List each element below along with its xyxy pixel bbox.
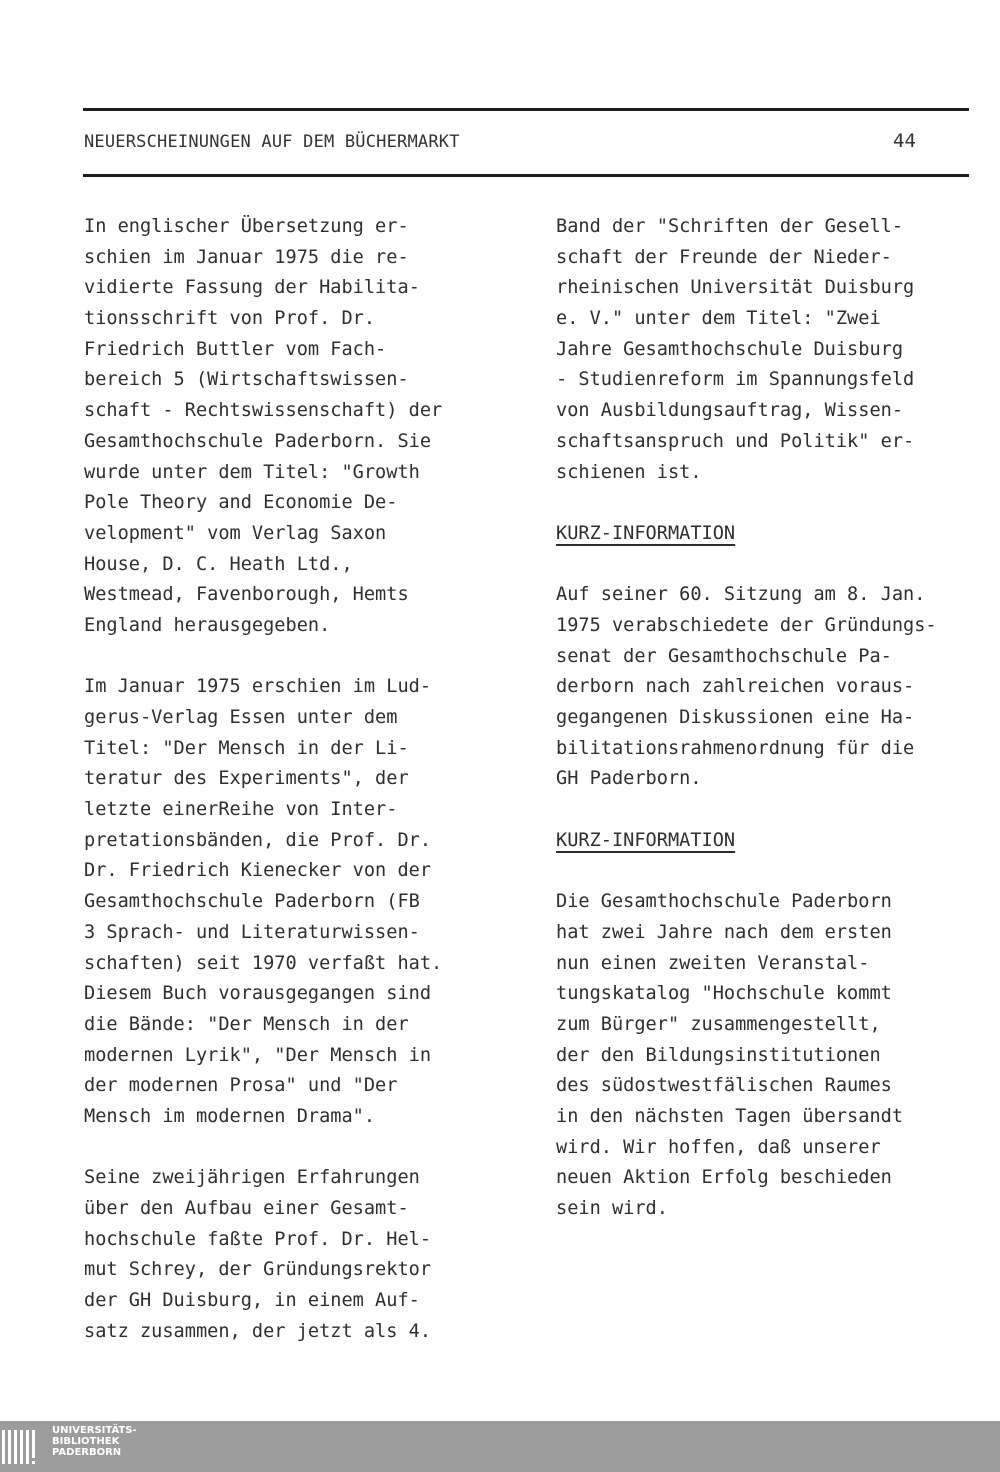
text-line: von Ausbildungsauftrag, Wissen- bbox=[556, 400, 904, 422]
text-line: 1975 verabschiedete der Gründungs- bbox=[556, 614, 937, 636]
logo-line: UNIVERSITÄTS- bbox=[52, 1425, 137, 1436]
page-number: 44 bbox=[893, 130, 916, 152]
text-line: satz zusammen, der jetzt als 4. bbox=[84, 1320, 432, 1342]
text-line: England herausgegeben. bbox=[84, 614, 331, 636]
section-title-kurz-information-1: KURZ-INFORMATION bbox=[556, 522, 736, 544]
text-line: Jahre Gesamthochschule Duisburg bbox=[556, 338, 904, 360]
text-line: nun einen zweiten Veranstal- bbox=[556, 952, 870, 974]
text-line: schaftsanspruch und Politik" er- bbox=[556, 430, 915, 452]
text-line: Friedrich Buttler vom Fach- bbox=[84, 338, 387, 360]
paragraph-veranstaltungskatalog bbox=[556, 887, 986, 1225]
text-line: derborn nach zahlreichen voraus- bbox=[556, 676, 915, 698]
text-line: hochschule faßte Prof. Dr. Hel- bbox=[84, 1228, 432, 1250]
text-line: House, D. C. Heath Ltd., bbox=[84, 553, 353, 575]
logo-line: BIBLIOTHEK bbox=[52, 1436, 120, 1447]
text-line: gerus-Verlag Essen unter dem bbox=[84, 707, 398, 728]
text-line: wird. Wir hoffen, daß unserer bbox=[556, 1136, 881, 1158]
text-line: Die Gesamthochschule Paderborn bbox=[556, 891, 892, 913]
text-line: mut Schrey, der Gründungsrektor bbox=[84, 1259, 432, 1281]
text-line: schienen ist. bbox=[556, 461, 702, 483]
text-line: e. V." unter dem Titel: "Zwei bbox=[556, 308, 881, 330]
section-title-kurz-information-2: KURZ-INFORMATION bbox=[556, 829, 736, 851]
text-line: gegangenen Diskussionen eine Ha- bbox=[556, 707, 915, 728]
text-line: velopment" vom Verlag Saxon bbox=[84, 522, 387, 544]
text-line: Dr. Friedrich Kienecker von der bbox=[84, 860, 432, 882]
library-footer-bar bbox=[0, 1421, 1000, 1472]
text-line: schaften) seit 1970 verfaßt hat. bbox=[84, 952, 443, 974]
text-line: Westmead, Favenborough, Hemts bbox=[84, 584, 409, 606]
header-top-rule bbox=[83, 108, 969, 111]
paragraph-schrey bbox=[84, 1163, 504, 1347]
text-line: Seine zweijährigen Erfahrungen bbox=[84, 1167, 420, 1189]
text-line: Mensch im modernen Drama". bbox=[84, 1105, 376, 1127]
text-line: tungskatalog "Hochschule kommt bbox=[556, 983, 892, 1005]
text-line: Band der "Schriften der Gesell- bbox=[556, 216, 904, 237]
text-line: schaft - Rechtswissenschaft) der bbox=[84, 400, 443, 422]
text-line: hat zwei Jahre nach dem ersten bbox=[556, 921, 892, 943]
paragraph-kienecker bbox=[84, 672, 504, 1132]
text-line: wurde unter dem Titel: "Growth bbox=[84, 461, 420, 483]
text-line: Diesem Buch vorausgegangen sind bbox=[84, 983, 432, 1005]
text-line: In englischer Übersetzung er- bbox=[84, 216, 409, 237]
text-line: vidierte Fassung der Habilita- bbox=[84, 277, 420, 299]
text-line: GH Paderborn. bbox=[556, 768, 702, 790]
logo-line: PADERBORN bbox=[52, 1447, 122, 1458]
text-line: sein wird. bbox=[556, 1198, 668, 1219]
text-line: Auf seiner 60. Sitzung am 8. Jan. bbox=[556, 584, 926, 606]
text-line: der GH Duisburg, in einem Auf- bbox=[84, 1290, 420, 1312]
text-line: zum Bürger" zusammengestellt, bbox=[556, 1013, 881, 1035]
header-bottom-rule bbox=[83, 174, 969, 177]
paragraph-buttler bbox=[84, 212, 504, 642]
text-line: der modernen Prosa" und "Der bbox=[84, 1075, 398, 1097]
text-line: der den Bildungsinstitutionen bbox=[556, 1044, 881, 1066]
text-line: schien im Januar 1975 die re- bbox=[84, 246, 409, 268]
left-column bbox=[84, 212, 504, 1347]
library-logo-bars-icon bbox=[2, 1430, 40, 1464]
right-column bbox=[556, 212, 986, 1225]
text-line: Gesamthochschule Paderborn (FB bbox=[84, 891, 420, 913]
text-line: schaft der Freunde der Nieder- bbox=[556, 246, 892, 268]
text-line: modernen Lyrik", "Der Mensch in bbox=[84, 1044, 432, 1066]
paragraph-habilitation bbox=[556, 580, 986, 795]
text-line: senat der Gesamthochschule Pa- bbox=[556, 645, 892, 667]
text-line: bereich 5 (Wirtschaftswissen- bbox=[84, 369, 409, 391]
text-line: in den nächsten Tagen übersandt bbox=[556, 1105, 904, 1127]
text-line: pretationsbänden, die Prof. Dr. bbox=[84, 829, 432, 851]
paragraph-duisburg-continued bbox=[556, 212, 986, 488]
library-logo-text bbox=[52, 1425, 137, 1458]
text-line: Im Januar 1975 erschien im Lud- bbox=[84, 676, 432, 698]
page-header-title: NEUERSCHEINUNGEN AUF DEM BÜCHERMARKT bbox=[84, 132, 460, 152]
text-line: rheinischen Universität Duisburg bbox=[556, 277, 915, 299]
text-line: teratur des Experiments", der bbox=[84, 768, 409, 790]
text-line: letzte einerReihe von Inter- bbox=[84, 799, 398, 821]
text-line: tionsschrift von Prof. Dr. bbox=[84, 308, 376, 330]
text-line: 3 Sprach- und Literaturwissen- bbox=[84, 921, 420, 943]
text-line: Pole Theory and Economie De- bbox=[84, 492, 398, 514]
text-line: Gesamthochschule Paderborn. Sie bbox=[84, 430, 432, 452]
text-line: - Studienreform im Spannungsfeld bbox=[556, 369, 915, 391]
text-line: neuen Aktion Erfolg beschieden bbox=[556, 1167, 892, 1189]
text-line: bilitationsrahmenordnung für die bbox=[556, 737, 915, 759]
text-line: über den Aufbau einer Gesamt- bbox=[84, 1198, 409, 1219]
text-line: die Bände: "Der Mensch in der bbox=[84, 1013, 409, 1035]
text-line: Titel: "Der Mensch in der Li- bbox=[84, 737, 409, 759]
text-line: des südostwestfälischen Raumes bbox=[556, 1075, 892, 1097]
